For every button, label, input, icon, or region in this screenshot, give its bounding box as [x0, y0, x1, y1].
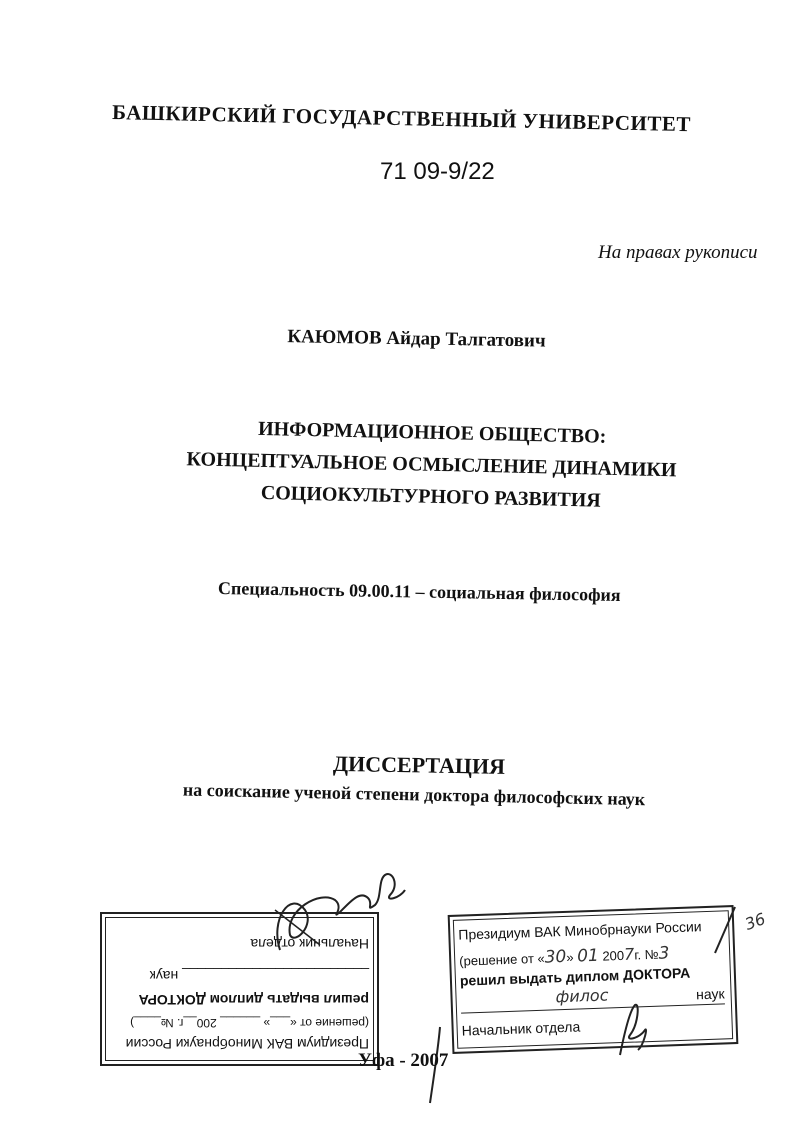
thesis-title	[0, 407, 793, 521]
stamp-left-line-5: Начальник отдела	[250, 936, 369, 952]
science-field-handwritten: филос	[555, 985, 609, 1007]
vak-stamp	[448, 905, 739, 1054]
decision-number-handwritten: 3	[658, 943, 670, 964]
specialty-line: Специальность 09.00.11 – социальная философия	[217, 578, 621, 606]
stamp-left-line-3: решил выдать диплом ДОКТОРА	[138, 992, 369, 1008]
document-code: 71 09-9/22	[380, 158, 495, 185]
vak-stamp-upside-down	[100, 912, 379, 1066]
decision-year-prefix: 200	[598, 947, 625, 964]
stamp-left-line-4: ________________________ наук	[149, 968, 369, 984]
decision-number-prefix: г. №	[634, 946, 659, 963]
university-name: БАШКИРСКИЙ ГОСУДАРСТВЕННЫЙ УНИВЕРСИТЕТ	[111, 100, 692, 137]
manuscript-rights-note: На правах рукописи	[598, 242, 758, 263]
science-suffix: наук	[695, 985, 725, 1003]
stamp-right-line-1: Президиум ВАК Минобрнауки России	[458, 918, 702, 943]
decision-year-handwritten: 7	[623, 944, 635, 964]
decision-month-handwritten: 01	[576, 945, 600, 967]
decision-date-mid: »	[566, 949, 578, 965]
stamp-right-line-3: решил выдать диплом ДОКТОРА	[459, 964, 691, 989]
decision-date-prefix: (решение от «	[459, 950, 545, 969]
degree-line: на соискание ученой степени доктора философских наук	[182, 779, 646, 810]
thesis-title-line-2: КОНЦЕПТУАЛЬНОЕ ОСМЫСЛЕНИЕ ДИНАМИКИ	[186, 448, 677, 482]
margin-handwritten-note: 36	[742, 909, 768, 934]
decision-day-handwritten: 30	[544, 946, 567, 968]
stamp-right-line-5: Начальник отдела	[461, 1018, 581, 1039]
stamp-left-line-1: Президиум ВАК Минобрнауки России	[125, 1036, 369, 1052]
author-name: КАЮМОВ Айдар Талгатович	[287, 326, 546, 352]
document-type: ДИССЕРТАЦИЯ	[332, 750, 506, 779]
thesis-title-line-1: ИНФОРМАЦИОННОЕ ОБЩЕСТВО:	[257, 417, 607, 448]
stamp-left-line-2: (решение от «___» ______ 200__г. №____)	[130, 1016, 369, 1030]
city-year: Уфа - 2007	[358, 1050, 449, 1071]
thesis-title-line-3: СОЦИОКУЛЬТУРНОГО РАЗВИТИЯ	[260, 481, 601, 512]
